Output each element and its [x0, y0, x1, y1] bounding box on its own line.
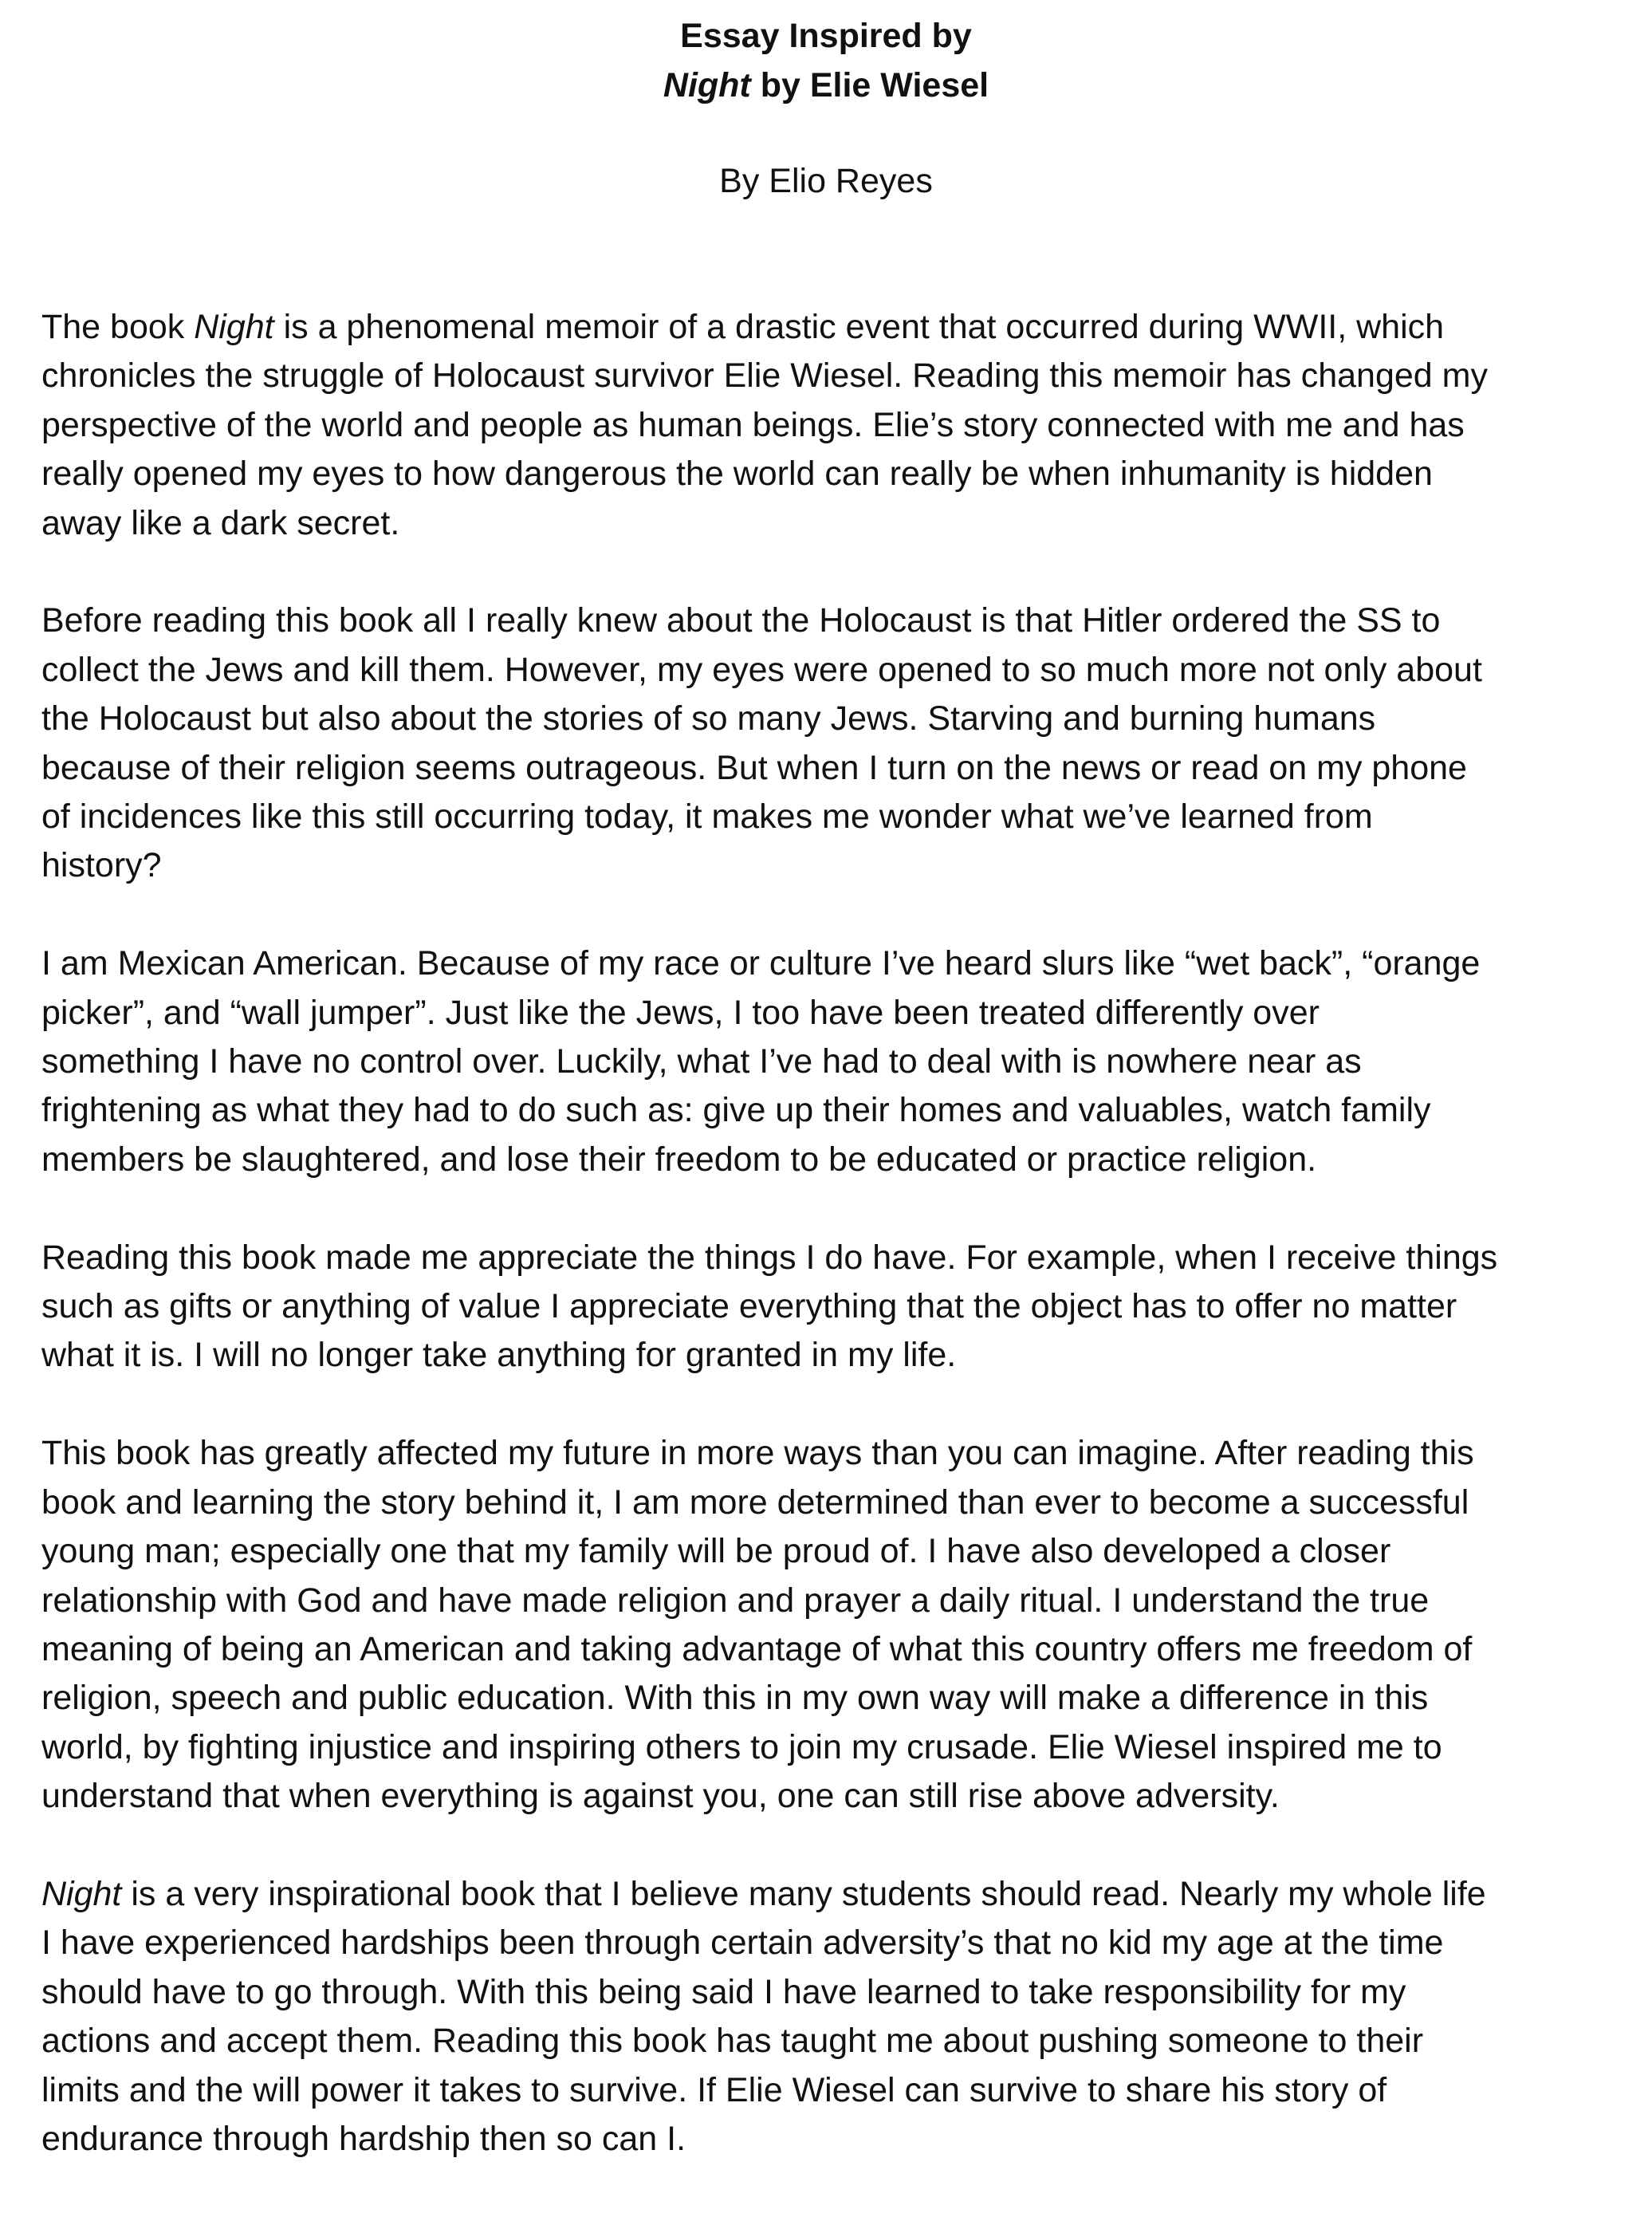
line-text: world, by fighting injustice and inspiring others to join my crusade. Elie Wiesel inspired me to	[41, 1727, 1442, 1766]
paragraph	[41, 1234, 1636, 1380]
line-text: is a very inspirational book that I believe many students should read. Nearly my whole life	[121, 1874, 1486, 1913]
line-text: such as gifts or anything of value I appreciate everything that the object has to offer no matter	[41, 1287, 1457, 1326]
paragraph-line	[41, 499, 1636, 548]
line-text: members be slaughtered, and lose their freedom to be educated or practice religion.	[41, 1140, 1317, 1179]
line-text: Before reading this book all I really knew about the Holocaust is that Hitler ordered the SS to	[41, 601, 1441, 640]
line-text: Reading this book made me appreciate the things I do have. For example, when I receive things	[41, 1238, 1498, 1277]
paragraph-line	[41, 2066, 1636, 2115]
byline: By Elio Reyes	[719, 162, 933, 200]
paragraph	[41, 597, 1636, 890]
line-text: limits and the will power it takes to survive. If Elie Wiesel can survive to share his story of	[41, 2070, 1387, 2109]
title-book-name: Night	[663, 66, 751, 104]
line-text: book and learning the story behind it, I am more determined than ever to become a successful	[41, 1483, 1469, 1522]
title-line-2-rest: by Elie Wiesel	[750, 66, 989, 104]
paragraph-line	[41, 1919, 1636, 1967]
paragraph-line	[41, 646, 1636, 695]
line-text: history?	[41, 846, 162, 885]
paragraph-line	[41, 1577, 1636, 1625]
paragraph-line	[41, 1625, 1636, 1674]
paragraph-line	[41, 841, 1636, 890]
line-text: understand that when everything is against you, one can still rise above adversity.	[41, 1777, 1280, 1816]
paragraph-line	[41, 939, 1636, 988]
line-text: really opened my eyes to how dangerous the world can really be when inhumanity is hidden	[41, 455, 1433, 494]
book-title-italic: Night	[194, 308, 274, 346]
paragraph-line	[41, 744, 1636, 793]
paragraph	[41, 939, 1636, 1184]
line-text: The book	[41, 308, 195, 346]
line-text: endurance through hardship then so can I.	[41, 2119, 686, 2158]
book-title-italic: Night	[41, 1874, 122, 1913]
line-text: frightening as what they had to do such as: give up their homes and valuables, watch family	[41, 1091, 1431, 1130]
title-line-1: Essay Inspired by	[680, 17, 972, 55]
line-text: is a phenomenal memoir of a drastic event that occurred during WWII, which	[273, 308, 1445, 346]
line-text: religion, speech and public education. With this in my own way will make a difference in this	[41, 1679, 1429, 1718]
paragraph	[41, 303, 1636, 548]
line-text: something I have no control over. Luckily, what I’ve had to deal with is nowhere near as	[41, 1042, 1362, 1081]
paragraph-line	[41, 2115, 1636, 2164]
essay-body	[41, 303, 1636, 2213]
line-text: I am Mexican American. Because of my race or culture I’ve heard slurs like “wet back”, “orange	[41, 944, 1481, 983]
line-text: young man; especially one that my family will be proud of. I have also developed a closer	[41, 1532, 1391, 1571]
paragraph-line	[41, 352, 1636, 400]
line-text: picker”, and “wall jumper”. Just like the Jews, I too have been treated differently over	[41, 993, 1320, 1032]
line-text: of incidences like this still occurring today, it makes me wonder what we’ve learned from	[41, 797, 1373, 837]
line-text: what it is. I will no longer take anything for granted in my life.	[41, 1336, 957, 1375]
paragraph-line	[41, 1968, 1636, 2017]
line-text: the Holocaust but also about the stories of so many Jews. Starving and burning humans	[41, 699, 1376, 738]
line-text: I have experienced hardships been through certain adversity’s that no kid my age at the time	[41, 1924, 1444, 1963]
line-text: This book has greatly affected my future in more ways than you can imagine. After reading this	[41, 1434, 1474, 1473]
paragraph-line	[41, 303, 1636, 352]
paragraph	[41, 1870, 1636, 2164]
title-line-2	[0, 61, 1652, 110]
paragraph	[41, 1429, 1636, 1821]
paragraph-line	[41, 1282, 1636, 1331]
paragraph-line	[41, 401, 1636, 450]
paragraph-line	[41, 1086, 1636, 1135]
paragraph-line	[41, 2017, 1636, 2065]
paragraph-line	[41, 1429, 1636, 1478]
paragraph-line	[41, 1772, 1636, 1821]
line-text: perspective of the world and people as human beings. Elie’s story connected with me and has	[41, 405, 1465, 444]
paragraph-line	[41, 1038, 1636, 1086]
paragraph-line	[41, 1527, 1636, 1576]
paragraph-line	[41, 1479, 1636, 1527]
line-text: because of their religion seems outrageous. But when I turn on the news or read on my phone	[41, 748, 1467, 787]
line-text: actions and accept them. Reading this book has taught me about pushing someone to their	[41, 2022, 1424, 2061]
line-text: chronicles the struggle of Holocaust survivor Elie Wiesel. Reading this memoir has changed my	[41, 356, 1488, 396]
paragraph-line	[41, 450, 1636, 498]
paragraph-line	[41, 695, 1636, 743]
line-text: relationship with God and have made religion and prayer a daily ritual. I understand the true	[41, 1581, 1430, 1620]
paragraph-line	[41, 1331, 1636, 1380]
paragraph-line	[41, 597, 1636, 645]
paragraph-line	[41, 793, 1636, 841]
paragraph-line	[41, 1674, 1636, 1723]
line-text: away like a dark secret.	[41, 503, 400, 542]
paragraph-line	[41, 989, 1636, 1038]
paragraph-line	[41, 1234, 1636, 1282]
title-block	[0, 11, 1652, 206]
line-text: collect the Jews and kill them. However, my eyes were opened to so much more not only about	[41, 650, 1482, 689]
paragraph-line	[41, 1723, 1636, 1772]
paragraph-line	[41, 1136, 1636, 1184]
paragraph-line	[41, 1870, 1636, 1919]
line-text: meaning of being an American and taking advantage of what this country offers me freedom of	[41, 1629, 1473, 1668]
line-text: should have to go through. With this being said I have learned to take responsibility for my	[41, 1972, 1406, 2011]
